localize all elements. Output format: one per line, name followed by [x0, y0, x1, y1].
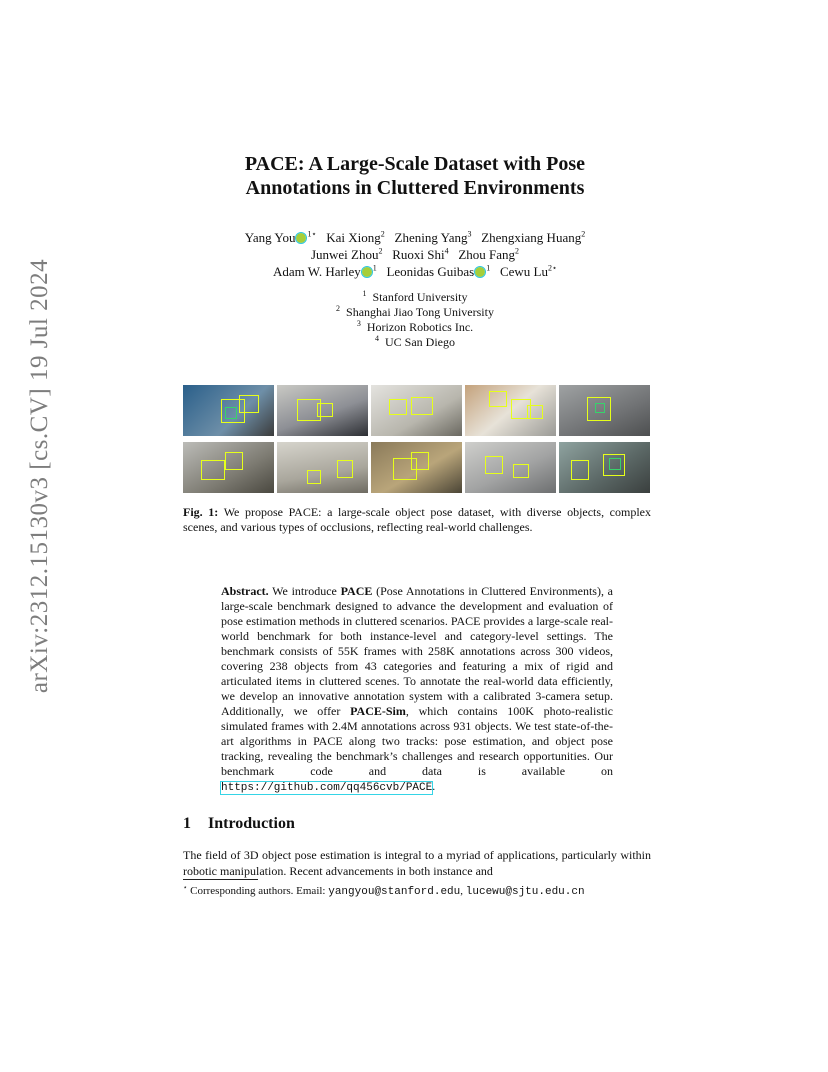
figure-thumbnail: [559, 385, 650, 436]
author-name: Cewu Lu: [499, 264, 548, 279]
arxiv-id[interactable]: arXiv:2312.15130v3 [cs.CV] 19 Jul 2024: [26, 258, 53, 694]
author-line-1: [120, 229, 710, 246]
author-affil-mark: 2⋆: [547, 263, 557, 273]
section-number: 1: [183, 815, 191, 832]
author-affil-mark: 4: [444, 246, 449, 256]
figure-caption: [183, 505, 651, 535]
figure-thumbnail: [465, 442, 556, 493]
figure-thumbnail: [277, 442, 368, 493]
arxiv-stamp: [20, 258, 60, 694]
footnote-rule: [183, 879, 258, 880]
figure-caption-text: We propose PACE: a large-scale object pose dataset, with diverse objects, complex scenes, and various types of occlusions, reflecting real-world challenges.: [183, 505, 651, 534]
author-affil-mark: 2: [378, 246, 383, 256]
figure-thumbnail: [371, 442, 462, 493]
intro-paragraph: The field of 3D object pose estimation is integral to a myriad of applications, particularly within robotic manipulation. Recent advancements in both instance and: [183, 848, 651, 878]
author-affil-mark: 2: [380, 229, 385, 239]
figure-1-image-grid: [183, 385, 650, 493]
orcid-icon[interactable]: [475, 267, 485, 277]
author-affil-mark: 1⋆: [307, 229, 317, 239]
author-affil-mark: 1: [372, 263, 377, 273]
affiliation-item: $^1$ Stanford University: [362, 289, 468, 304]
figure-thumbnail: [559, 442, 650, 493]
footnote: ⋆ Corresponding authors. Email: yangyou@stanford.edu, lucewu@sjtu.edu.cn: [183, 883, 585, 898]
abstract: Abstract. We introduce PACE (Pose Annotations in Cluttered Environments), a large-scale benchmark designed to advance the development and evaluation of pose estimation methods in cluttered scenarios. PACE provides a large-scale real-world benchmark for both instance-level and category-level settings. The benchmark consists of 55K frames with 258K annotations across 300 videos, covering 238 objects from 43 categories and featuring a mix of rigid and articulated items in cluttered scenes. To annotate the real-world data efficiently, we develop an innovative annotation system with a calibrated 3-camera setup. Additionally, we offer PACE-Sim, which contains 100K photo-realistic simulated frames with 2.4M annotations across 931 objects. We test state-of-the-art algorithms in PACE along two tracks: pose estimation, and object pose tracking, revealing the benchmark’s challenges and research opportunities. Our benchmark code and data is available on https://github.com/qq456cvb/PACE.: [221, 584, 613, 794]
affiliation-item: $^4$ UC San Diego: [375, 334, 455, 349]
author-name: Kai Xiong: [326, 230, 381, 245]
title-line-1: PACE: A Large-Scale Dataset with Pose: [244, 153, 586, 175]
title-line-2: Annotations in Cluttered Environments: [245, 177, 585, 199]
author-name: Leonidas Guibas: [386, 264, 475, 279]
author-name: Ruoxi Shi: [392, 247, 445, 262]
figure-thumbnail: [277, 385, 368, 436]
paper-title: [150, 152, 680, 200]
author-list: [120, 229, 710, 280]
author-affil-mark: 3: [467, 229, 472, 239]
author-affil-mark: 2: [515, 246, 520, 256]
figure-thumbnail: [183, 385, 274, 436]
section-title: Introduction: [208, 815, 295, 832]
figure-thumbnail: [465, 385, 556, 436]
author-name: Zhening Yang: [394, 230, 468, 245]
orcid-icon[interactable]: [296, 233, 306, 243]
email-link[interactable]: lucewu@sjtu.edu.cn: [465, 886, 585, 898]
abstract-label: Abstract.: [221, 584, 269, 598]
author-affil-mark: 2: [581, 229, 586, 239]
author-line-3: [120, 263, 710, 280]
author-name: Junwei Zhou: [310, 247, 379, 262]
orcid-icon[interactable]: [362, 267, 372, 277]
author-name: Yang You: [244, 230, 296, 245]
github-link[interactable]: https://github.com/qq456cvb/PACE: [221, 782, 433, 794]
author-name: Zhengxiang Huang: [481, 230, 582, 245]
author-affil-mark: 1: [486, 263, 491, 273]
figure-thumbnail: [371, 385, 462, 436]
affiliations: [250, 290, 580, 350]
figure-thumbnail: [183, 442, 274, 493]
author-name: Adam W. Harley: [272, 264, 361, 279]
author-line-2: [120, 246, 710, 263]
affiliation-item: $^3$ Horizon Robotics Inc.: [356, 319, 474, 334]
section-heading: [183, 815, 295, 833]
figure-label: Fig. 1:: [183, 505, 219, 519]
affiliation-item: $^2$ Shanghai Jiao Tong University: [336, 304, 494, 319]
footnote-symbol: ⋆: [183, 883, 188, 892]
email-link[interactable]: yangyou@stanford.edu: [328, 886, 461, 898]
author-name: Zhou Fang: [458, 247, 516, 262]
